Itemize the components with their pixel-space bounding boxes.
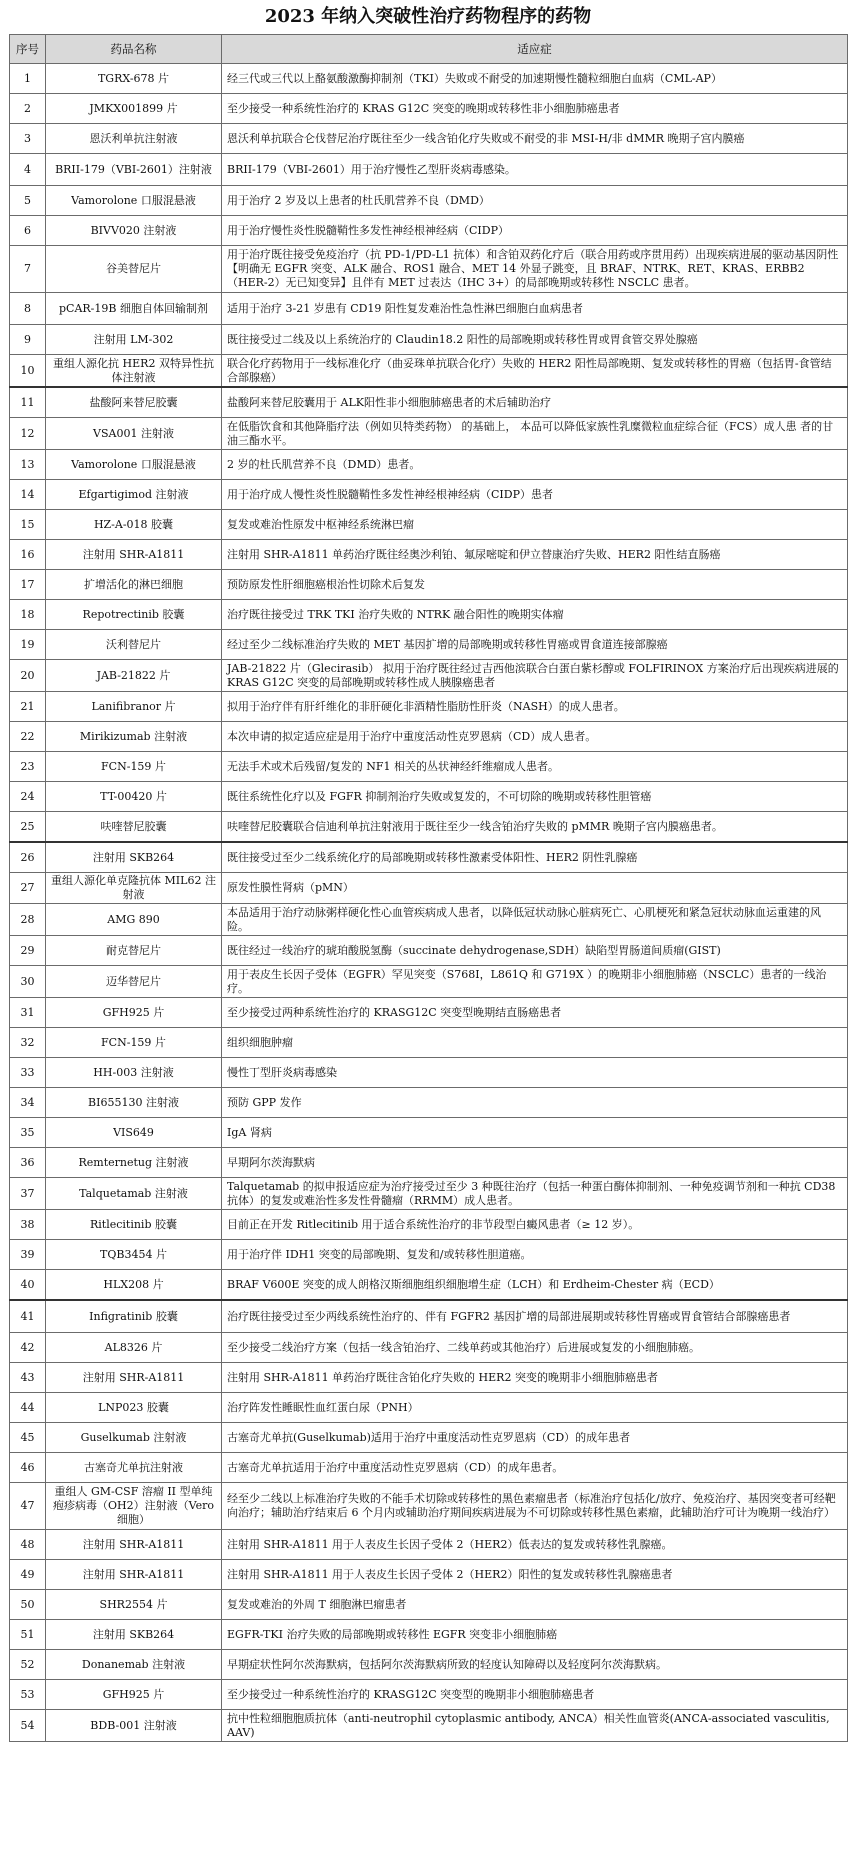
table-row bbox=[10, 355, 848, 388]
cell-indication: 用于表皮生长因子受体（EGFR）罕见突变（S768I，L861Q 和 G719X ）的晚期非小细胞肺癌（NSCLC）患者的一线治疗。 bbox=[222, 966, 848, 998]
drug-table bbox=[9, 34, 848, 1742]
cell-drug-name: Vamorolone 口服混悬液 bbox=[46, 450, 222, 480]
header-no: 序号 bbox=[10, 35, 46, 64]
cell-no: 25 bbox=[10, 812, 46, 843]
cell-no: 31 bbox=[10, 998, 46, 1028]
table-row bbox=[10, 1300, 848, 1333]
cell-drug-name: 注射用 LM-302 bbox=[46, 325, 222, 355]
table-row bbox=[10, 1423, 848, 1453]
cell-indication: 早期阿尔茨海默病 bbox=[222, 1148, 848, 1178]
cell-no: 3 bbox=[10, 124, 46, 154]
cell-indication: 用于治疗既往接受免疫治疗（抗 PD-1/PD-L1 抗体）和含铂双药化疗后（联合用药或序贯用药）出现疾病进展的驱动基因阴性【明确无 EGFR 突变、ALK 融合、ROS1 融合、MET 14 外显子跳变，且 BRAF、NTRK、RET、KRAS、ERBB2（HER-2）无已知变异】且伴有 MET 过表达（IHC 3+）的局部晚期或转移性 NSCLC 患者。 bbox=[222, 246, 848, 293]
cell-no: 7 bbox=[10, 246, 46, 293]
cell-indication: IgA 肾病 bbox=[222, 1118, 848, 1148]
cell-no: 46 bbox=[10, 1453, 46, 1483]
cell-drug-name: HZ-A-018 胶囊 bbox=[46, 510, 222, 540]
table-row bbox=[10, 1088, 848, 1118]
cell-no: 37 bbox=[10, 1178, 46, 1210]
cell-indication: 慢性丁型肝炎病毒感染 bbox=[222, 1058, 848, 1088]
table-row bbox=[10, 570, 848, 600]
table-row bbox=[10, 1028, 848, 1058]
cell-no: 11 bbox=[10, 387, 46, 418]
cell-indication: 2 岁的杜氏肌营养不良（DMD）患者。 bbox=[222, 450, 848, 480]
table-row bbox=[10, 782, 848, 812]
document-title: 2023 年纳入突破性治疗药物程序的药物 bbox=[264, 6, 592, 27]
cell-indication: 复发或难治性原发中枢神经系统淋巴瘤 bbox=[222, 510, 848, 540]
table-row bbox=[10, 1590, 848, 1620]
cell-indication: 古塞奇尤单抗(Guselkumab)适用于治疗中重度活动性克罗恩病（CD）的成年患者 bbox=[222, 1423, 848, 1453]
table-row bbox=[10, 966, 848, 998]
table-row bbox=[10, 1620, 848, 1650]
cell-no: 44 bbox=[10, 1393, 46, 1423]
cell-no: 39 bbox=[10, 1240, 46, 1270]
table-row bbox=[10, 293, 848, 325]
cell-indication: 目前正在开发 Ritlecitinib 用于适合系统性治疗的非节段型白癜风患者（≥ 12 岁）。 bbox=[222, 1210, 848, 1240]
cell-no: 40 bbox=[10, 1270, 46, 1301]
table-row bbox=[10, 1270, 848, 1301]
cell-indication: 预防原发性肝细胞癌根治性切除术后复发 bbox=[222, 570, 848, 600]
cell-drug-name: 注射用 SHR-A1811 bbox=[46, 540, 222, 570]
table-row bbox=[10, 154, 848, 186]
cell-drug-name: 呋喹替尼胶囊 bbox=[46, 812, 222, 843]
table-row bbox=[10, 630, 848, 660]
table-row bbox=[10, 1118, 848, 1148]
cell-no: 51 bbox=[10, 1620, 46, 1650]
cell-indication: 注射用 SHR-A1811 用于人表皮生长因子受体 2（HER2）低表达的复发或转移性乳腺癌。 bbox=[222, 1530, 848, 1560]
cell-drug-name: TQB3454 片 bbox=[46, 1240, 222, 1270]
cell-drug-name: VIS649 bbox=[46, 1118, 222, 1148]
table-row bbox=[10, 1680, 848, 1710]
cell-no: 18 bbox=[10, 600, 46, 630]
cell-no: 26 bbox=[10, 842, 46, 873]
cell-no: 35 bbox=[10, 1118, 46, 1148]
table-row bbox=[10, 94, 848, 124]
table-row bbox=[10, 540, 848, 570]
cell-no: 52 bbox=[10, 1650, 46, 1680]
table-row bbox=[10, 812, 848, 843]
cell-no: 12 bbox=[10, 418, 46, 450]
table-row bbox=[10, 660, 848, 692]
table-row bbox=[10, 998, 848, 1028]
cell-no: 10 bbox=[10, 355, 46, 388]
cell-drug-name: 扩增活化的淋巴细胞 bbox=[46, 570, 222, 600]
table-row bbox=[10, 1240, 848, 1270]
cell-indication: 预防 GPP 发作 bbox=[222, 1088, 848, 1118]
cell-no: 45 bbox=[10, 1423, 46, 1453]
cell-drug-name: HLX208 片 bbox=[46, 1270, 222, 1301]
cell-drug-name: 注射用 SHR-A1811 bbox=[46, 1560, 222, 1590]
cell-drug-name: Efgartigimod 注射液 bbox=[46, 480, 222, 510]
cell-indication: 用于治疗慢性炎性脱髓鞘性多发性神经根神经病（CIDP） bbox=[222, 216, 848, 246]
cell-drug-name: GFH925 片 bbox=[46, 998, 222, 1028]
table-row bbox=[10, 1363, 848, 1393]
cell-indication: 既往接受过至少二线系统化疗的局部晚期或转移性激素受体阳性、HER2 阴性乳腺癌 bbox=[222, 842, 848, 873]
cell-indication: 适用于治疗 3-21 岁患有 CD19 阳性复发难治性急性淋巴细胞白血病患者 bbox=[222, 293, 848, 325]
table-row bbox=[10, 1560, 848, 1590]
table-row bbox=[10, 246, 848, 293]
cell-indication: 原发性膜性肾病（pMN） bbox=[222, 873, 848, 904]
table-row bbox=[10, 1148, 848, 1178]
cell-drug-name: Repotrectinib 胶囊 bbox=[46, 600, 222, 630]
cell-indication: 拟用于治疗伴有肝纤维化的非肝硬化非酒精性脂肪性肝炎（NASH）的成人患者。 bbox=[222, 692, 848, 722]
table-row bbox=[10, 692, 848, 722]
header-name: 药品名称 bbox=[46, 35, 222, 64]
cell-drug-name: BDB-001 注射液 bbox=[46, 1710, 222, 1742]
cell-indication: 经过至少二线标准治疗失败的 MET 基因扩增的局部晚期或转移性胃癌或胃食道连接部腺癌 bbox=[222, 630, 848, 660]
cell-drug-name: BRII-179（VBI-2601）注射液 bbox=[46, 154, 222, 186]
cell-indication: 至少接受二线治疗方案（包括一线含铂治疗、二线单药或其他治疗）后进展或复发的小细胞肺癌。 bbox=[222, 1333, 848, 1363]
cell-no: 22 bbox=[10, 722, 46, 752]
table-row bbox=[10, 387, 848, 418]
cell-drug-name: FCN-159 片 bbox=[46, 752, 222, 782]
cell-indication: Talquetamab 的拟申报适应症为治疗接受过至少 3 种既往治疗（包括一种蛋白酶体抑制剂、一种免疫调节剂和一种抗 CD38 抗体）的复发或难治性多发性骨髓瘤（RRMM）成人患者。 bbox=[222, 1178, 848, 1210]
cell-indication: 治疗阵发性睡眠性血红蛋白尿（PNH） bbox=[222, 1393, 848, 1423]
cell-drug-name: GFH925 片 bbox=[46, 1680, 222, 1710]
cell-no: 14 bbox=[10, 480, 46, 510]
table-row bbox=[10, 1333, 848, 1363]
cell-drug-name: 盐酸阿来替尼胶囊 bbox=[46, 387, 222, 418]
cell-drug-name: 注射用 SKB264 bbox=[46, 842, 222, 873]
cell-no: 47 bbox=[10, 1483, 46, 1530]
cell-indication: 复发或难治的外周 T 细胞淋巴瘤患者 bbox=[222, 1590, 848, 1620]
cell-indication: 用于治疗 2 岁及以上患者的杜氏肌营养不良（DMD） bbox=[222, 186, 848, 216]
cell-drug-name: Ritlecitinib 胶囊 bbox=[46, 1210, 222, 1240]
table-row bbox=[10, 1453, 848, 1483]
cell-drug-name: 注射用 SHR-A1811 bbox=[46, 1530, 222, 1560]
cell-no: 15 bbox=[10, 510, 46, 540]
cell-no: 19 bbox=[10, 630, 46, 660]
table-row bbox=[10, 480, 848, 510]
table-row bbox=[10, 64, 848, 94]
cell-indication: 组织细胞肿瘤 bbox=[222, 1028, 848, 1058]
header-indication: 适应症 bbox=[222, 35, 848, 64]
table-row bbox=[10, 186, 848, 216]
cell-drug-name: AMG 890 bbox=[46, 904, 222, 936]
table-row bbox=[10, 936, 848, 966]
cell-drug-name: LNP023 胶囊 bbox=[46, 1393, 222, 1423]
cell-indication: 早期症状性阿尔茨海默病，包括阿尔茨海默病所致的轻度认知障碍以及轻度阿尔茨海默病。 bbox=[222, 1650, 848, 1680]
table-row bbox=[10, 873, 848, 904]
cell-no: 9 bbox=[10, 325, 46, 355]
cell-indication: JAB-21822 片（Glecirasib） 拟用于治疗既往经过吉西他滨联合白蛋白紫杉醇或 FOLFIRINOX 方案治疗后出现疾病进展的 KRAS G12C 突变的局部晚期或转移性成人胰腺癌患者 bbox=[222, 660, 848, 692]
cell-indication: 既往经过一线治疗的琥珀酸脱氢酶（succinate dehydrogenase,SDH）缺陷型胃肠道间质瘤(GIST) bbox=[222, 936, 848, 966]
cell-indication: 注射用 SHR-A1811 单药治疗既往含铂化疗失败的 HER2 突变的晚期非小细胞肺癌患者 bbox=[222, 1363, 848, 1393]
cell-indication: EGFR-TKI 治疗失败的局部晚期或转移性 EGFR 突变非小细胞肺癌 bbox=[222, 1620, 848, 1650]
cell-indication: BRII-179（VBI-2601）用于治疗慢性乙型肝炎病毒感染。 bbox=[222, 154, 848, 186]
cell-drug-name: 重组人源化单克隆抗体 MIL62 注射液 bbox=[46, 873, 222, 904]
cell-indication: 呋喹替尼胶囊联合信迪利单抗注射液用于既往至少一线含铂治疗失败的 pMMR 晚期子宫内膜癌患者。 bbox=[222, 812, 848, 843]
cell-drug-name: 古塞奇尤单抗注射液 bbox=[46, 1453, 222, 1483]
cell-indication: 本品适用于治疗动脉粥样硬化性心血管疾病成人患者，以降低冠状动脉心脏病死亡、心肌梗死和紧急冠状动脉血运重建的风险。 bbox=[222, 904, 848, 936]
cell-indication: 抗中性粒细胞胞质抗体（anti-neutrophil cytoplasmic antibody, ANCA）相关性血管炎(ANCA-associated vasculitis, AAV) bbox=[222, 1710, 848, 1742]
cell-indication: 既往接受过二线及以上系统治疗的 Claudin18.2 阳性的局部晚期或转移性胃或胃食管交界处腺癌 bbox=[222, 325, 848, 355]
table-row bbox=[10, 1058, 848, 1088]
cell-indication: 用于治疗成人慢性炎性脱髓鞘性多发性神经根神经病（CIDP）患者 bbox=[222, 480, 848, 510]
cell-no: 38 bbox=[10, 1210, 46, 1240]
table-row bbox=[10, 1530, 848, 1560]
cell-drug-name: Talquetamab 注射液 bbox=[46, 1178, 222, 1210]
cell-drug-name: 恩沃利单抗注射液 bbox=[46, 124, 222, 154]
table-row bbox=[10, 1710, 848, 1742]
cell-indication: 无法手术或术后残留/复发的 NF1 相关的丛状神经纤维瘤成人患者。 bbox=[222, 752, 848, 782]
table-row bbox=[10, 450, 848, 480]
cell-drug-name: Infigratinib 胶囊 bbox=[46, 1300, 222, 1333]
cell-no: 33 bbox=[10, 1058, 46, 1088]
cell-no: 28 bbox=[10, 904, 46, 936]
cell-indication: 在低脂饮食和其他降脂疗法（例如贝特类药物） 的基础上， 本品可以降低家族性乳糜微粒血症综合征（FCS）成人患 者的甘油三酯水平。 bbox=[222, 418, 848, 450]
cell-indication: 盐酸阿来替尼胶囊用于 ALK阳性非小细胞肺癌患者的术后辅助治疗 bbox=[222, 387, 848, 418]
cell-no: 30 bbox=[10, 966, 46, 998]
cell-no: 43 bbox=[10, 1363, 46, 1393]
cell-drug-name: pCAR-19B 细胞自体回输制剂 bbox=[46, 293, 222, 325]
cell-no: 6 bbox=[10, 216, 46, 246]
cell-indication: 至少接受一种系统性治疗的 KRAS G12C 突变的晚期或转移性非小细胞肺癌患者 bbox=[222, 94, 848, 124]
table-row bbox=[10, 1483, 848, 1530]
table-row bbox=[10, 752, 848, 782]
cell-no: 54 bbox=[10, 1710, 46, 1742]
table-row bbox=[10, 418, 848, 450]
cell-drug-name: Donanemab 注射液 bbox=[46, 1650, 222, 1680]
table-row bbox=[10, 1178, 848, 1210]
cell-no: 16 bbox=[10, 540, 46, 570]
cell-no: 50 bbox=[10, 1590, 46, 1620]
cell-indication: BRAF V600E 突变的成人朗格汉斯细胞组织细胞增生症（LCH）和 Erdheim-Chester 病（ECD） bbox=[222, 1270, 848, 1301]
cell-drug-name: AL8326 片 bbox=[46, 1333, 222, 1363]
cell-drug-name: BIVV020 注射液 bbox=[46, 216, 222, 246]
cell-drug-name: HH-003 注射液 bbox=[46, 1058, 222, 1088]
cell-drug-name: FCN-159 片 bbox=[46, 1028, 222, 1058]
table-row bbox=[10, 904, 848, 936]
cell-indication: 治疗既往接受过至少两线系统性治疗的、伴有 FGFR2 基因扩增的局部进展期或转移性胃癌或胃食管结合部腺癌患者 bbox=[222, 1300, 848, 1333]
cell-indication: 古塞奇尤单抗适用于治疗中重度活动性克罗恩病（CD）的成年患者。 bbox=[222, 1453, 848, 1483]
cell-drug-name: 迈华替尼片 bbox=[46, 966, 222, 998]
table-row bbox=[10, 510, 848, 540]
cell-drug-name: JAB-21822 片 bbox=[46, 660, 222, 692]
cell-no: 41 bbox=[10, 1300, 46, 1333]
cell-no: 13 bbox=[10, 450, 46, 480]
cell-no: 48 bbox=[10, 1530, 46, 1560]
cell-indication: 恩沃利单抗联合仑伐替尼治疗既往至少一线含铂化疗失败或不耐受的非 MSI-H/非 dMMR 晚期子宫内膜癌 bbox=[222, 124, 848, 154]
cell-drug-name: Guselkumab 注射液 bbox=[46, 1423, 222, 1453]
cell-drug-name: 注射用 SHR-A1811 bbox=[46, 1363, 222, 1393]
table-row bbox=[10, 216, 848, 246]
cell-drug-name: 谷美替尼片 bbox=[46, 246, 222, 293]
cell-indication: 至少接受过一种系统性治疗的 KRASG12C 突变型的晚期非小细胞肺癌患者 bbox=[222, 1680, 848, 1710]
cell-indication: 既往系统性化疗以及 FGFR 抑制剂治疗失败或复发的，不可切除的晚期或转移性胆管癌 bbox=[222, 782, 848, 812]
cell-no: 24 bbox=[10, 782, 46, 812]
cell-no: 32 bbox=[10, 1028, 46, 1058]
cell-drug-name: 注射用 SKB264 bbox=[46, 1620, 222, 1650]
table-row bbox=[10, 1650, 848, 1680]
table-row bbox=[10, 722, 848, 752]
cell-drug-name: JMKX001899 片 bbox=[46, 94, 222, 124]
cell-no: 29 bbox=[10, 936, 46, 966]
cell-no: 42 bbox=[10, 1333, 46, 1363]
cell-no: 8 bbox=[10, 293, 46, 325]
cell-no: 53 bbox=[10, 1680, 46, 1710]
cell-drug-name: Remternetug 注射液 bbox=[46, 1148, 222, 1178]
cell-drug-name: Lanifibranor 片 bbox=[46, 692, 222, 722]
cell-no: 21 bbox=[10, 692, 46, 722]
cell-indication: 本次申请的拟定适应症是用于治疗中重度活动性克罗恩病（CD）成人患者。 bbox=[222, 722, 848, 752]
cell-no: 17 bbox=[10, 570, 46, 600]
cell-indication: 经三代或三代以上酪氨酸激酶抑制剂（TKI）失败或不耐受的加速期慢性髓粒细胞白血病（CML-AP） bbox=[222, 64, 848, 94]
cell-no: 20 bbox=[10, 660, 46, 692]
cell-indication: 注射用 SHR-A1811 单药治疗既往经奥沙利铂、氟尿嘧啶和伊立替康治疗失败、HER2 阳性结直肠癌 bbox=[222, 540, 848, 570]
table-row bbox=[10, 600, 848, 630]
table-row bbox=[10, 1210, 848, 1240]
cell-no: 36 bbox=[10, 1148, 46, 1178]
cell-no: 2 bbox=[10, 94, 46, 124]
table-header-row bbox=[10, 35, 848, 64]
cell-drug-name: TGRX-678 片 bbox=[46, 64, 222, 94]
table-row bbox=[10, 325, 848, 355]
table-body bbox=[10, 64, 848, 1742]
cell-drug-name: VSA001 注射液 bbox=[46, 418, 222, 450]
cell-indication: 经至少二线以上标准治疗失败的不能手术切除或转移性的黑色素瘤患者（标准治疗包括化/放疗、免疫治疗、基因突变者可经靶向治疗；辅助治疗结束后 6 个月内或辅助治疗期间疾病进展为不可切除或转移性黑色素瘤，此辅助治疗可计为晚期一线治疗） bbox=[222, 1483, 848, 1530]
cell-no: 27 bbox=[10, 873, 46, 904]
cell-drug-name: Vamorolone 口服混悬液 bbox=[46, 186, 222, 216]
cell-drug-name: TT-00420 片 bbox=[46, 782, 222, 812]
cell-no: 23 bbox=[10, 752, 46, 782]
cell-no: 4 bbox=[10, 154, 46, 186]
cell-drug-name: 重组人源化抗 HER2 双特异性抗体注射液 bbox=[46, 355, 222, 388]
cell-indication: 治疗既往接受过 TRK TKI 治疗失败的 NTRK 融合阳性的晚期实体瘤 bbox=[222, 600, 848, 630]
cell-drug-name: 耐克替尼片 bbox=[46, 936, 222, 966]
cell-drug-name: 重组人 GM-CSF 溶瘤 II 型单纯疱疹病毒（OH2）注射液（Vero 细胞） bbox=[46, 1483, 222, 1530]
cell-indication: 联合化疗药物用于一线标准化疗（曲妥珠单抗联合化疗）失败的 HER2 阳性局部晚期、复发或转移性的胃癌（包括胃-食管结合部腺癌） bbox=[222, 355, 848, 388]
table-row bbox=[10, 124, 848, 154]
cell-indication: 注射用 SHR-A1811 用于人表皮生长因子受体 2（HER2）阳性的复发或转移性乳腺癌患者 bbox=[222, 1560, 848, 1590]
cell-no: 1 bbox=[10, 64, 46, 94]
cell-no: 34 bbox=[10, 1088, 46, 1118]
cell-drug-name: SHR2554 片 bbox=[46, 1590, 222, 1620]
cell-no: 49 bbox=[10, 1560, 46, 1590]
cell-drug-name: BI655130 注射液 bbox=[46, 1088, 222, 1118]
table-row bbox=[10, 842, 848, 873]
table-row bbox=[10, 1393, 848, 1423]
cell-indication: 用于治疗伴 IDH1 突变的局部晚期、复发和/或转移性胆道癌。 bbox=[222, 1240, 848, 1270]
cell-drug-name: 沃利替尼片 bbox=[46, 630, 222, 660]
cell-no: 5 bbox=[10, 186, 46, 216]
cell-indication: 至少接受过两种系统性治疗的 KRASG12C 突变型晚期结直肠癌患者 bbox=[222, 998, 848, 1028]
cell-drug-name: Mirikizumab 注射液 bbox=[46, 722, 222, 752]
